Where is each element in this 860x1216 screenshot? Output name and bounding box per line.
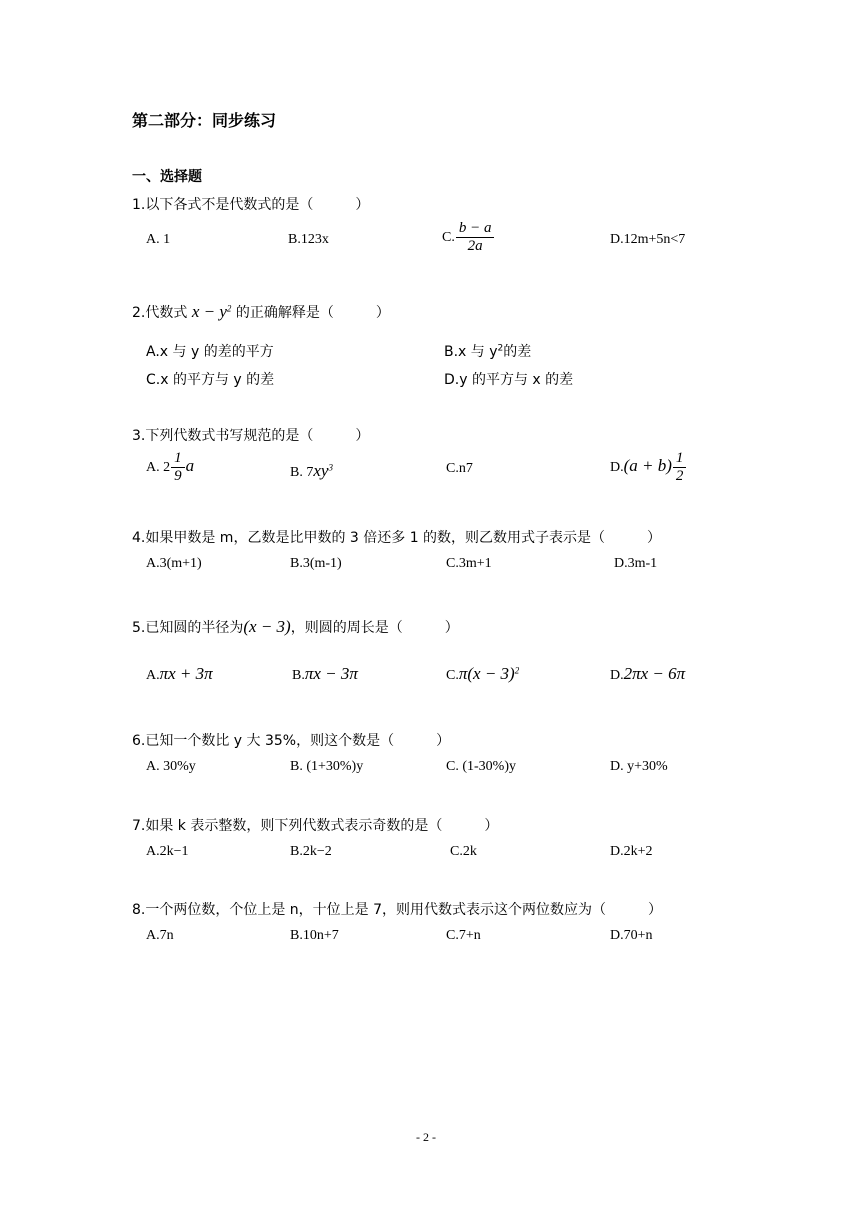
fraction-denominator: 2 bbox=[675, 468, 684, 485]
stem-prefix: 2.代数式 bbox=[132, 305, 188, 321]
q2-option-c: C.x 的平方与 y 的差 bbox=[146, 372, 275, 388]
question-8-stem: 8.一个两位数，个位上是 n，十位上是 7，则用代数式表示这个两位数应为（ ） bbox=[132, 902, 663, 918]
math-expression: 2πx − 6π bbox=[623, 664, 686, 683]
q5-option-d bbox=[610, 664, 685, 684]
q1-option-c-label: C. bbox=[442, 229, 455, 245]
math-expression: xy bbox=[313, 461, 329, 480]
fraction-numerator: 1 bbox=[171, 450, 185, 468]
q2-option-b bbox=[444, 341, 531, 361]
q3-option-d bbox=[610, 450, 687, 486]
q6-option-c: C. (1-30%)y bbox=[446, 759, 516, 774]
q2-option-b-suffix: 的差 bbox=[503, 344, 532, 360]
section-heading: 一、选择题 bbox=[132, 169, 202, 185]
exponent: 2 bbox=[514, 665, 520, 676]
exponent: 2 bbox=[497, 343, 504, 354]
q1-option-d: D.12m+5n<7 bbox=[610, 232, 686, 247]
q5-option-b bbox=[292, 664, 358, 684]
q5-option-c bbox=[446, 664, 519, 684]
q4-option-b: B.3(m-1) bbox=[290, 556, 342, 571]
q5-option-a-label: A. bbox=[146, 668, 160, 683]
math-expression: π(x − 3) bbox=[458, 664, 515, 683]
q8-option-c: C.7+n bbox=[446, 928, 481, 943]
math-expression: x − y bbox=[191, 302, 227, 321]
fraction bbox=[673, 450, 687, 486]
q2-option-d: D.y 的平方与 x 的差 bbox=[444, 372, 574, 388]
q3-option-d-label: D. bbox=[610, 459, 624, 475]
page-number: - 2 - bbox=[416, 1130, 436, 1144]
page-title: 第二部分：同步练习 bbox=[132, 111, 277, 130]
stem-suffix: 的正确解释是（ ） bbox=[235, 305, 390, 321]
q3-option-b-label: B. 7 bbox=[290, 465, 314, 480]
exponent: 3 bbox=[328, 462, 333, 473]
fraction-numerator: 1 bbox=[673, 450, 687, 468]
question-6-stem: 6.已知一个数比 y 大 35%，则这个数是（ ） bbox=[132, 733, 451, 749]
q4-option-d: D.3m-1 bbox=[614, 556, 658, 571]
stem-prefix: 5.已知圆的半径为 bbox=[132, 620, 244, 636]
math-expression: (x − 3) bbox=[243, 617, 291, 636]
q8-option-a: A.7n bbox=[146, 928, 174, 943]
fraction-numerator: b − a bbox=[456, 220, 495, 238]
fraction-denominator: 9 bbox=[174, 468, 182, 485]
q1-option-a: A. 1 bbox=[146, 232, 171, 247]
math-expression: πx − 3π bbox=[304, 664, 358, 683]
q6-option-b: B. (1+30%)y bbox=[290, 759, 364, 774]
q7-option-b: B.2k−2 bbox=[290, 844, 332, 859]
question-2-stem bbox=[132, 302, 390, 322]
q3-option-b bbox=[290, 461, 333, 481]
q3-option-a bbox=[146, 450, 194, 486]
q3-option-a-label: A. 2 bbox=[146, 459, 171, 475]
q1-option-b: B.123x bbox=[288, 232, 329, 247]
q4-option-a: A.3(m+1) bbox=[146, 556, 202, 571]
q5-option-b-label: B. bbox=[292, 668, 305, 683]
fraction bbox=[171, 450, 185, 486]
q1-option-c bbox=[442, 220, 495, 256]
question-7-stem: 7.如果 k 表示整数，则下列代数式表示奇数的是（ ） bbox=[132, 818, 499, 834]
q5-option-a bbox=[146, 664, 213, 684]
q4-option-c: C.3m+1 bbox=[446, 556, 492, 571]
question-3-stem: 3.下列代数式书写规范的是（ ） bbox=[132, 428, 370, 444]
q3-option-c: C.n7 bbox=[446, 461, 473, 476]
question-1-stem: 1.以下各式不是代数式的是（ ） bbox=[132, 197, 370, 213]
q2-option-a: A.x 与 y 的差的平方 bbox=[146, 344, 274, 360]
q7-option-d: D.2k+2 bbox=[610, 844, 653, 859]
fraction bbox=[456, 220, 495, 256]
q7-option-c: C.2k bbox=[450, 844, 477, 859]
q6-option-d: D. y+30% bbox=[610, 759, 668, 774]
q7-option-a: A.2k−1 bbox=[146, 844, 189, 859]
question-4-stem: 4.如果甲数是 m，乙数是比甲数的 3 倍还多 1 的数，则乙数用式子表示是（ ） bbox=[132, 530, 662, 546]
exponent: 2 bbox=[226, 303, 232, 314]
math-expression: πx + 3π bbox=[159, 664, 213, 683]
stem-suffix: ，则圆的周长是（ ） bbox=[290, 620, 459, 636]
q2-option-b-text: B.x 与 y bbox=[444, 344, 498, 360]
question-5-stem bbox=[132, 617, 459, 637]
q5-option-c-label: C. bbox=[446, 668, 459, 683]
q8-option-b: B.10n+7 bbox=[290, 928, 339, 943]
q5-option-d-label: D. bbox=[610, 668, 624, 683]
fraction-denominator: 2a bbox=[467, 238, 483, 255]
variable: a bbox=[185, 455, 195, 475]
q8-option-d: D.70+n bbox=[610, 928, 653, 943]
q6-option-a: A. 30%y bbox=[146, 759, 196, 774]
math-expression: (a + b) bbox=[623, 455, 672, 475]
